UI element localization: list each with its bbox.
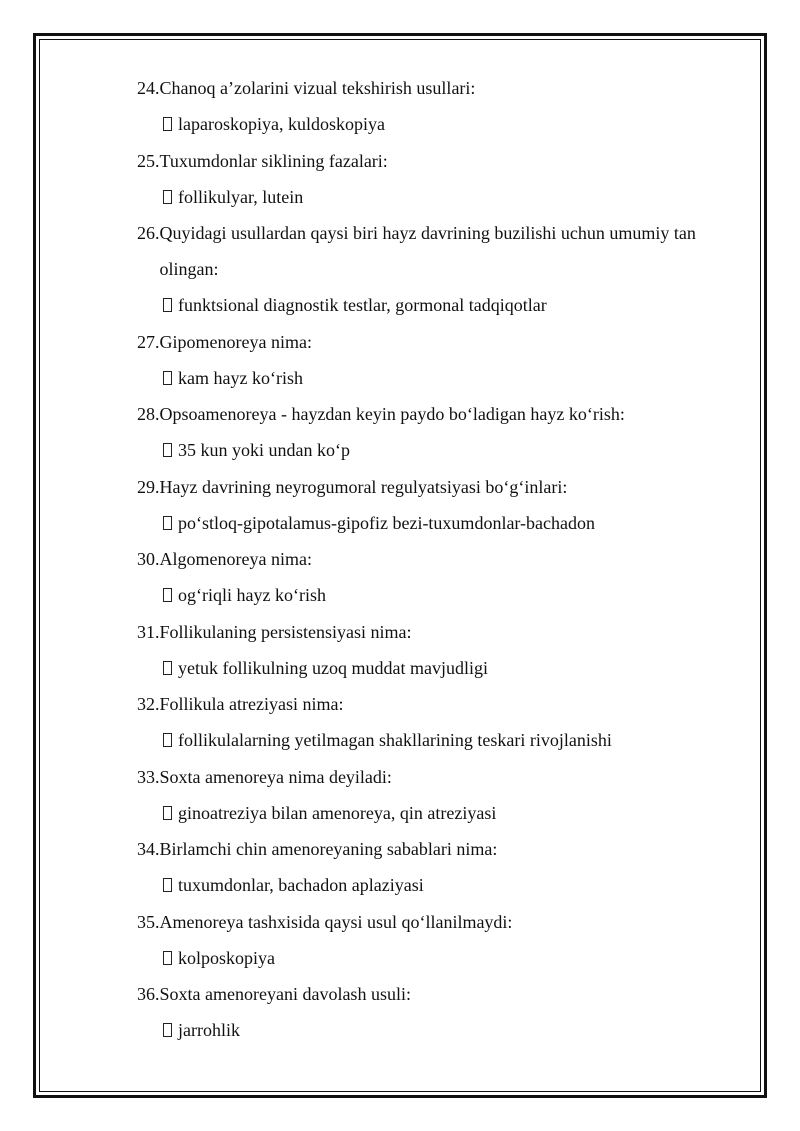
question: [137, 831, 737, 867]
question-text: Amenoreya tashxisida qaysi usul qo‘llanilmaydi:: [159, 911, 513, 932]
question-item: [137, 70, 737, 143]
question-item: [137, 469, 737, 542]
question-item: [137, 976, 737, 1049]
answer-text: follikulalarning yetilmagan shakllarining teskari rivojlanishi: [178, 730, 612, 750]
question-text: Hayz davrining neyrogumoral regulyatsiyasi bo‘g‘inlari:: [159, 476, 568, 497]
question-number: 29.: [137, 476, 160, 497]
question-item: [137, 396, 737, 469]
question: [137, 70, 737, 106]
question-number: 31.: [137, 621, 160, 642]
question: [137, 215, 737, 287]
question-number: 27.: [137, 331, 160, 352]
answer-text: kam hayz ko‘rish: [178, 367, 303, 388]
question: [137, 469, 737, 505]
answer: [137, 867, 737, 904]
question: [137, 143, 737, 179]
question-item: [137, 759, 737, 832]
question-text: Quyidagi usullardan qaysi biri hayz davrining buzilishi uchun umumiy tan olingan:: [159, 223, 696, 279]
answer-text: kolposkopiya: [178, 947, 275, 968]
question-text: Birlamchi chin amenoreyaning sabablari nima:: [159, 839, 498, 859]
missing-glyph-icon: [163, 951, 172, 965]
answer: [137, 795, 737, 832]
question-item: [137, 541, 737, 614]
question-text: Chanoq a’zolarini vizual tekshirish usullari:: [159, 78, 476, 98]
question-item: [137, 215, 737, 324]
answer: [137, 505, 737, 542]
answer-text: ginoatreziya bilan amenoreya, qin atreziyasi: [178, 802, 497, 823]
question-number: 36.: [137, 984, 160, 1004]
answer: [137, 106, 737, 143]
answer-text: yetuk follikulning uzoq muddat mavjudligi: [178, 657, 488, 678]
missing-glyph-icon: [163, 588, 172, 602]
answer-text: po‘stloq-gipotalamus-gipofiz bezi-tuxumdonlar-bachadon: [178, 512, 596, 533]
missing-glyph-icon: [163, 117, 172, 131]
answer: [137, 577, 737, 614]
question-item: [137, 143, 737, 216]
question-text: Tuxumdonlar siklining fazalari:: [159, 150, 388, 171]
question-number: 26.: [137, 223, 160, 243]
answer: [137, 940, 737, 977]
question-number: 32.: [137, 694, 160, 714]
answer-text: og‘riqli hayz ko‘rish: [178, 585, 326, 605]
missing-glyph-icon: [163, 371, 172, 385]
missing-glyph-icon: [163, 1023, 172, 1037]
question-list: [137, 70, 737, 1049]
answer: [137, 287, 737, 324]
answer: [137, 650, 737, 687]
question-item: [137, 904, 737, 977]
missing-glyph-icon: [163, 806, 172, 820]
question-item: [137, 831, 737, 904]
answer: [137, 722, 737, 759]
missing-glyph-icon: [163, 443, 172, 457]
question-number: 33.: [137, 766, 160, 787]
missing-glyph-icon: [163, 516, 172, 530]
missing-glyph-icon: [163, 733, 172, 747]
question: [137, 976, 737, 1012]
answer-text: 35 kun yoki undan ko‘p: [178, 440, 350, 460]
answer: [137, 360, 737, 397]
question-text: Gipomenoreya nima:: [159, 331, 312, 352]
question: [137, 904, 737, 940]
question: [137, 614, 737, 650]
answer: [137, 179, 737, 216]
question-text: Opsoamenoreya - hayzdan keyin paydo bo‘ladigan hayz ko‘rish:: [159, 404, 625, 424]
question: [137, 324, 737, 360]
question-item: [137, 686, 737, 759]
question-text: Soxta amenoreyani davolash usuli:: [159, 984, 411, 1004]
missing-glyph-icon: [163, 878, 172, 892]
question-text: Follikula atreziyasi nima:: [159, 694, 344, 714]
question: [137, 759, 737, 795]
answer: [137, 432, 737, 469]
answer-text: laparoskopiya, kuldoskopiya: [178, 114, 385, 134]
question-item: [137, 614, 737, 687]
answer: [137, 1012, 737, 1049]
missing-glyph-icon: [163, 298, 172, 312]
question-text: Follikulaning persistensiyasi nima:: [159, 621, 412, 642]
answer-text: tuxumdonlar, bachadon aplaziyasi: [178, 875, 424, 895]
question-item: [137, 324, 737, 397]
question: [137, 396, 737, 432]
question-number: 25.: [137, 150, 160, 171]
question-number: 24.: [137, 78, 160, 98]
answer-text: follikulyar, lutein: [178, 186, 304, 207]
question-number: 28.: [137, 404, 160, 424]
answer-text: funktsional diagnostik testlar, gormonal tadqiqotlar: [178, 295, 547, 315]
question-number: 35.: [137, 911, 160, 932]
question-text: Algomenoreya nima:: [159, 549, 312, 569]
missing-glyph-icon: [163, 190, 172, 204]
question: [137, 541, 737, 577]
answer-text: jarrohlik: [178, 1020, 240, 1040]
question-text: Soxta amenoreya nima deyiladi:: [159, 766, 392, 787]
missing-glyph-icon: [163, 661, 172, 675]
question-number: 30.: [137, 549, 160, 569]
question-number: 34.: [137, 839, 160, 859]
question: [137, 686, 737, 722]
